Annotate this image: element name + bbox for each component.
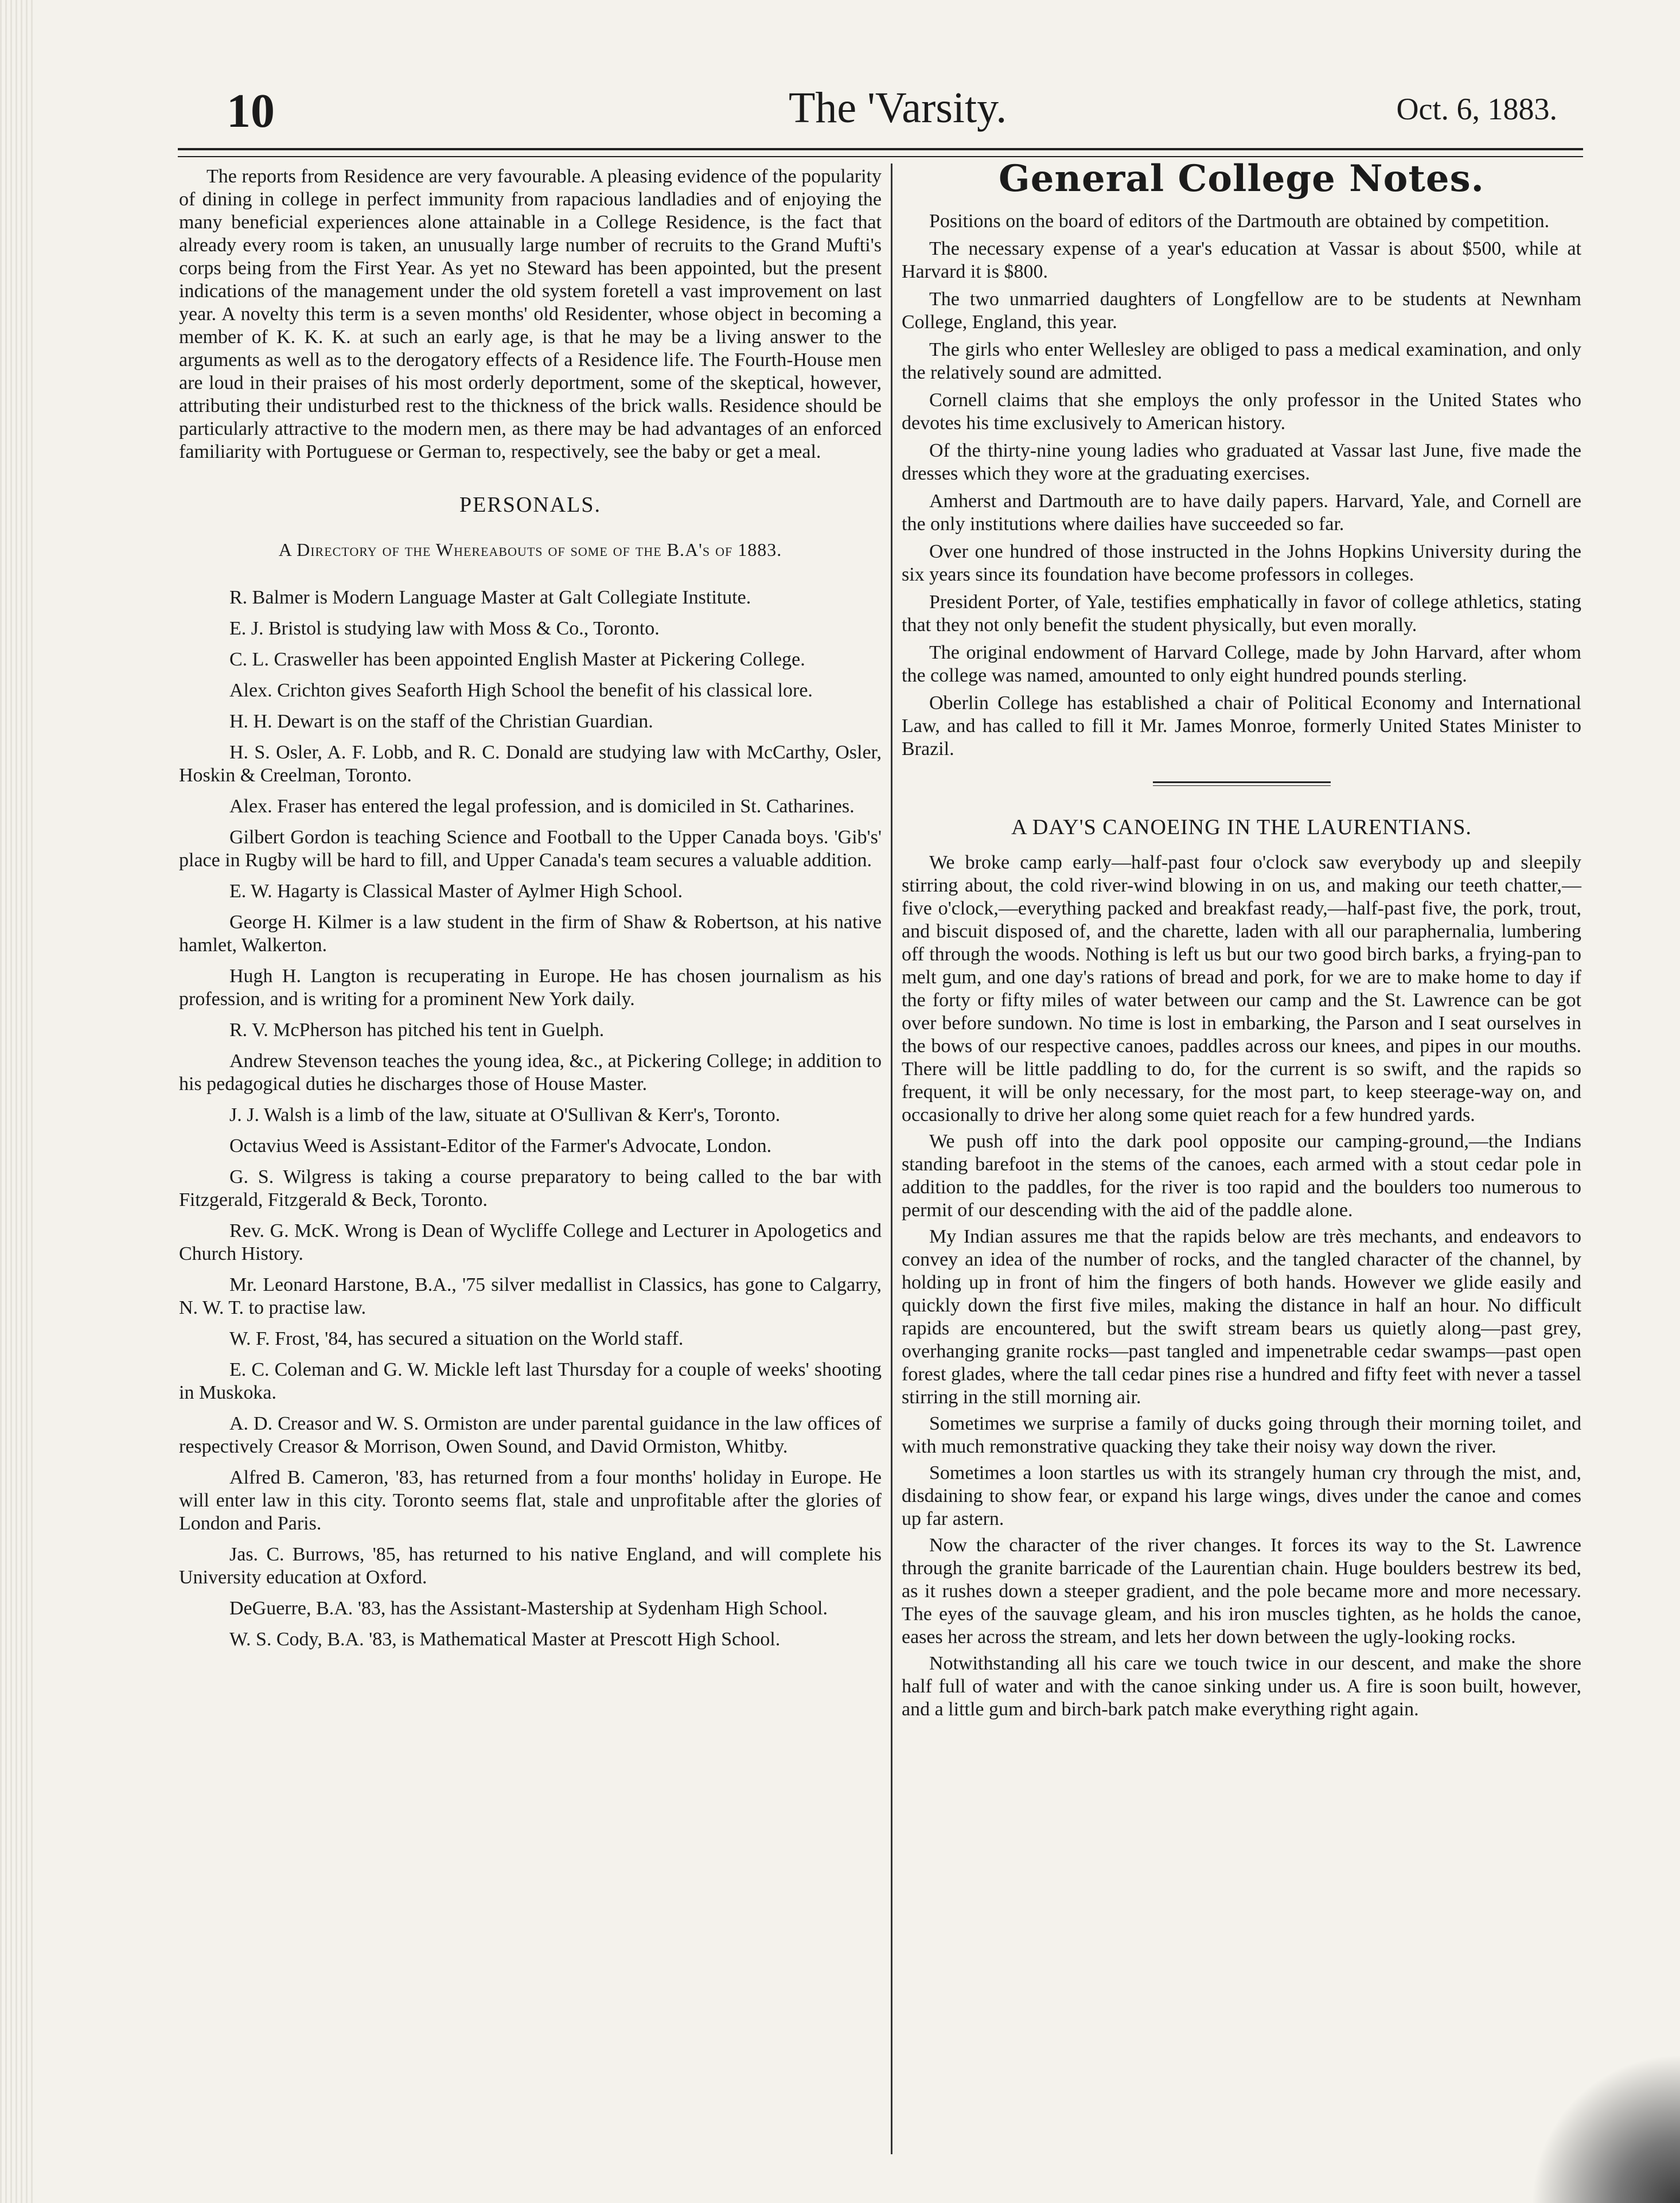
- college-notes-heading: General College Notes.: [999, 157, 1484, 200]
- column-divider: [891, 164, 892, 2154]
- personal-entry: H. S. Osler, A. F. Lobb, and R. C. Donald are studying law with McCarthy, Osler, Hoskin & Creelman, Toronto.: [179, 742, 882, 786]
- college-note: The necessary expense of a year's education at Vassar is about $500, while at Harvard it is $800.: [902, 238, 1581, 282]
- residence-paragraph: The reports from Residence are very favourable. A pleasing evidence of the popularity of dining in college in perfect immunity from rapacious landladies and of enjoying the many beneficial experiences alone attainable in a College Residence, is the fact that already every room is taken, an unusually large number of recruits to the Grand Mufti's corps being from the First Year. As yet no Steward has been appointed, but the present indications of the management under the old system foretell a vast improvement on last year. A novelty this term is a seven months' old Residenter, whose object in becoming a member of K. K. K. at such an early age, is that he may be a living answer to the arguments as well as to the derogatory effects of a Residence life. The Fourth-House men are loud in their praises of his most orderly deportment, some of the skeptical, however, attributing their undisturbed rest to the thickness of the brick walls. Residence should be particularly attractive to the modern men, as there may be had advantages of an enforced familiarity with Portuguese or German to, respectively, see the baby or get a meal.: [179, 166, 882, 462]
- personal-entry: W. S. Cody, B.A. '83, is Mathematical Master at Prescott High School.: [229, 1629, 781, 1650]
- personal-entry: C. L. Crasweller has been appointed English Master at Pickering College.: [229, 649, 805, 670]
- article-paragraph: My Indian assures me that the rapids below are très mechants, and endeavors to convey an idea of the number of rocks, and the tangled character of the channel, by holding up in front of him the fingers of both hands. However we glide easily and quickly down the first five miles, making the distance in half an hour. No difficult rapids are encountered, but the swift stream bears us quietly along—past grey, overhanging granite rocks—past tangled and impenetrable cedar swamps—past open forest glades, where the tall cedar pines rise a hundred and fifty feet with never a tassel stirring in the still morning air.: [902, 1226, 1581, 1408]
- personals-subheading: A Directory of the Whereabouts of some of the B.A's of 1883.: [278, 539, 782, 560]
- personal-entry: E. W. Hagarty is Classical Master of Aylmer High School.: [229, 881, 683, 902]
- personal-entry: H. H. Dewart is on the staff of the Christian Guardian.: [229, 711, 653, 732]
- page-edge: [0, 0, 34, 2203]
- canoeing-title: A DAY'S CANOEING IN THE LAURENTIANS.: [1011, 815, 1472, 839]
- header-rule: [178, 148, 1583, 157]
- personals-list: [179, 586, 882, 1651]
- article-paragraph: Now the character of the river changes. It forces its way to the St. Lawrence through the granite barricade of the Laurentian chain. Huge boulders bestrew its bed, as it rushes down a steeper gradient, and the pole became more and more necessary. The eyes of the sauvage gleam, and his iron muscles tighten, as he holds the canoe, eases her across the stream, and lets her down between the ugly-looking rocks.: [902, 1535, 1581, 1648]
- college-note: The two unmarried daughters of Longfellow are to be students at Newnham College, England, this year.: [902, 289, 1581, 333]
- personal-entry: DeGuerre, B.A. '83, has the Assistant-Mastership at Sydenham High School.: [229, 1598, 828, 1619]
- personal-entry: Alex. Fraser has entered the legal profession, and is domiciled in St. Catharines.: [229, 796, 855, 817]
- article-paragraph: We broke camp early—half-past four o'clock saw everybody up and sleepily stirring about, the cold river-wind blowing in on us, and making our teeth chatter,—five o'clock,—everything packed and breakfast ready,—half-past five, the pork, trout, and biscuit disposed of, and the charette, laden with all our paraphernalia, lumbering off through the woods. Nothing is left us but our two good birch barks, a frying-pan to melt gum, and one day's rations of bread and pork, for we are to make home to day if the forty or fifty miles of water between our camp and the St. Lawrence can be got over before sundown. No time is lost in embarking, the Parson and I seat ourselves in the bows of our respective canoes, paddles across our knees, and pipes in our mouths. There will be little paddling to do, for the current is so swift, and the rapids so frequent, it will be only necessary, for the most part, to keep steerage-way on, and occasionally to drive her along some quiet reach for a few hundred yards.: [902, 852, 1581, 1126]
- personal-entry: W. F. Frost, '84, has secured a situation on the World staff.: [229, 1328, 684, 1349]
- masthead: [227, 83, 1592, 146]
- journal-title: The 'Varsity.: [789, 84, 1007, 132]
- canoeing-article: [902, 851, 1581, 1721]
- personal-entry: R. Balmer is Modern Language Master at Galt Collegiate Institute.: [229, 587, 751, 608]
- right-column: [902, 157, 1581, 1725]
- personal-entry: Alfred B. Cameron, '83, has returned from a four months' holiday in Europe. He will enter law in this city. Toronto seems flat, stale and unprofitable after the glories of London and Paris.: [179, 1467, 882, 1534]
- personal-entry: Gilbert Gordon is teaching Science and Football to the Upper Canada boys. 'Gib's' place in Rugby will be hard to fill, and Upper Canada's team secures a valuable addition.: [179, 827, 882, 871]
- college-note: President Porter, of Yale, testifies emphatically in favor of college athletics, stating that they not only benefit the student physically, but even morally.: [902, 591, 1581, 636]
- personal-entry: E. J. Bristol is studying law with Moss & Co., Toronto.: [229, 618, 660, 639]
- personal-entry: George H. Kilmer is a law student in the firm of Shaw & Robertson, at his native hamlet, Walkerton.: [179, 912, 882, 956]
- college-note: The girls who enter Wellesley are obliged to pass a medical examination, and only the relatively sound are admitted.: [902, 339, 1581, 383]
- personal-entry: Mr. Leonard Harstone, B.A., '75 silver medallist in Classics, has gone to Calgarry, N. W. T. to practise law.: [179, 1274, 882, 1318]
- personal-entry: Hugh H. Langton is recuperating in Europe. He has chosen journalism as his profession, and is writing for a prominent New York daily.: [179, 966, 882, 1010]
- college-note: Cornell claims that she employs the only professor in the United States who devotes his time exclusively to American history.: [902, 390, 1581, 434]
- personal-entry: A. D. Creasor and W. S. Ormiston are under parental guidance in the law offices of respectively Creasor & Morrison, Owen Sound, and David Ormiston, Whitby.: [179, 1413, 882, 1457]
- article-paragraph: We push off into the dark pool opposite our camping-ground,—the Indians standing barefoot in the stems of the canoes, each armed with a stout cedar pole in addition to the paddles, for the river is too rapid and the boulders too numerous to permit of our descending with the aid of the paddle alone.: [902, 1131, 1581, 1221]
- personal-entry: G. S. Wilgress is taking a course preparatory to being called to the bar with Fitzgerald, Fitzgerald & Beck, Toronto.: [179, 1166, 882, 1211]
- personal-entry: Jas. C. Burrows, '85, has returned to his native England, and will complete his University education at Oxford.: [179, 1544, 882, 1588]
- personal-entry: R. V. McPherson has pitched his tent in Guelph.: [229, 1019, 605, 1041]
- issue-date: Oct. 6, 1883.: [1396, 92, 1557, 126]
- personal-entry: J. J. Walsh is a limb of the law, situate at O'Sullivan & Kerr's, Toronto.: [229, 1104, 781, 1126]
- page-number: 10: [227, 84, 275, 138]
- personals-heading: PERSONALS.: [459, 493, 601, 517]
- college-note: Positions on the board of editors of the Dartmouth are obtained by competition.: [929, 211, 1550, 232]
- article-paragraph: Sometimes we surprise a family of ducks going through their morning toilet, and with much remonstrative quacking they take their noisy way down the river.: [902, 1413, 1581, 1457]
- college-note: Amherst and Dartmouth are to have daily papers. Harvard, Yale, and Cornell are the only institutions where dailies have succeeded so far.: [902, 491, 1581, 535]
- college-note: The original endowment of Harvard College, made by John Harvard, after whom the college was named, amounted to only eight hundred pounds sterling.: [902, 642, 1581, 686]
- left-column: [179, 165, 882, 1659]
- personal-entry: E. C. Coleman and G. W. Mickle left last Thursday for a couple of weeks' shooting in Muskoka.: [179, 1359, 882, 1403]
- personal-entry: Andrew Stevenson teaches the young idea, &c., at Pickering College; in addition to his pedagogical duties he discharges those of House Master.: [179, 1050, 882, 1095]
- college-note: Of the thirty-nine young ladies who graduated at Vassar last June, five made the dresses which they wore at the graduating exercises.: [902, 440, 1581, 484]
- section-divider: [1153, 781, 1331, 786]
- corner-shadow: [1531, 2054, 1680, 2203]
- article-paragraph: Sometimes a loon startles us with its strangely human cry through the mist, and, disdaining to show fear, or expand his large wings, dives under the canoe and comes up far astern.: [902, 1462, 1581, 1529]
- college-notes-list: [902, 210, 1581, 761]
- personal-entry: Rev. G. McK. Wrong is Dean of Wycliffe College and Lecturer in Apologetics and Church History.: [179, 1220, 882, 1264]
- college-note: Over one hundred of those instructed in the Johns Hopkins University during the six years since its foundation have become professors in colleges.: [902, 541, 1581, 585]
- article-paragraph: Notwithstanding all his care we touch twice in our descent, and make the shore half full of water and with the canoe sinking under us. A fire is soon built, however, and a little gum and birch-bark patch make everything right again.: [902, 1653, 1581, 1720]
- college-note: Oberlin College has established a chair of Political Economy and International Law, and has called to fill it Mr. James Monroe, formerly United States Minister to Brazil.: [902, 692, 1581, 760]
- personal-entry: Alex. Crichton gives Seaforth High School the benefit of his classical lore.: [229, 680, 813, 701]
- personal-entry: Octavius Weed is Assistant-Editor of the Farmer's Advocate, London.: [229, 1135, 772, 1157]
